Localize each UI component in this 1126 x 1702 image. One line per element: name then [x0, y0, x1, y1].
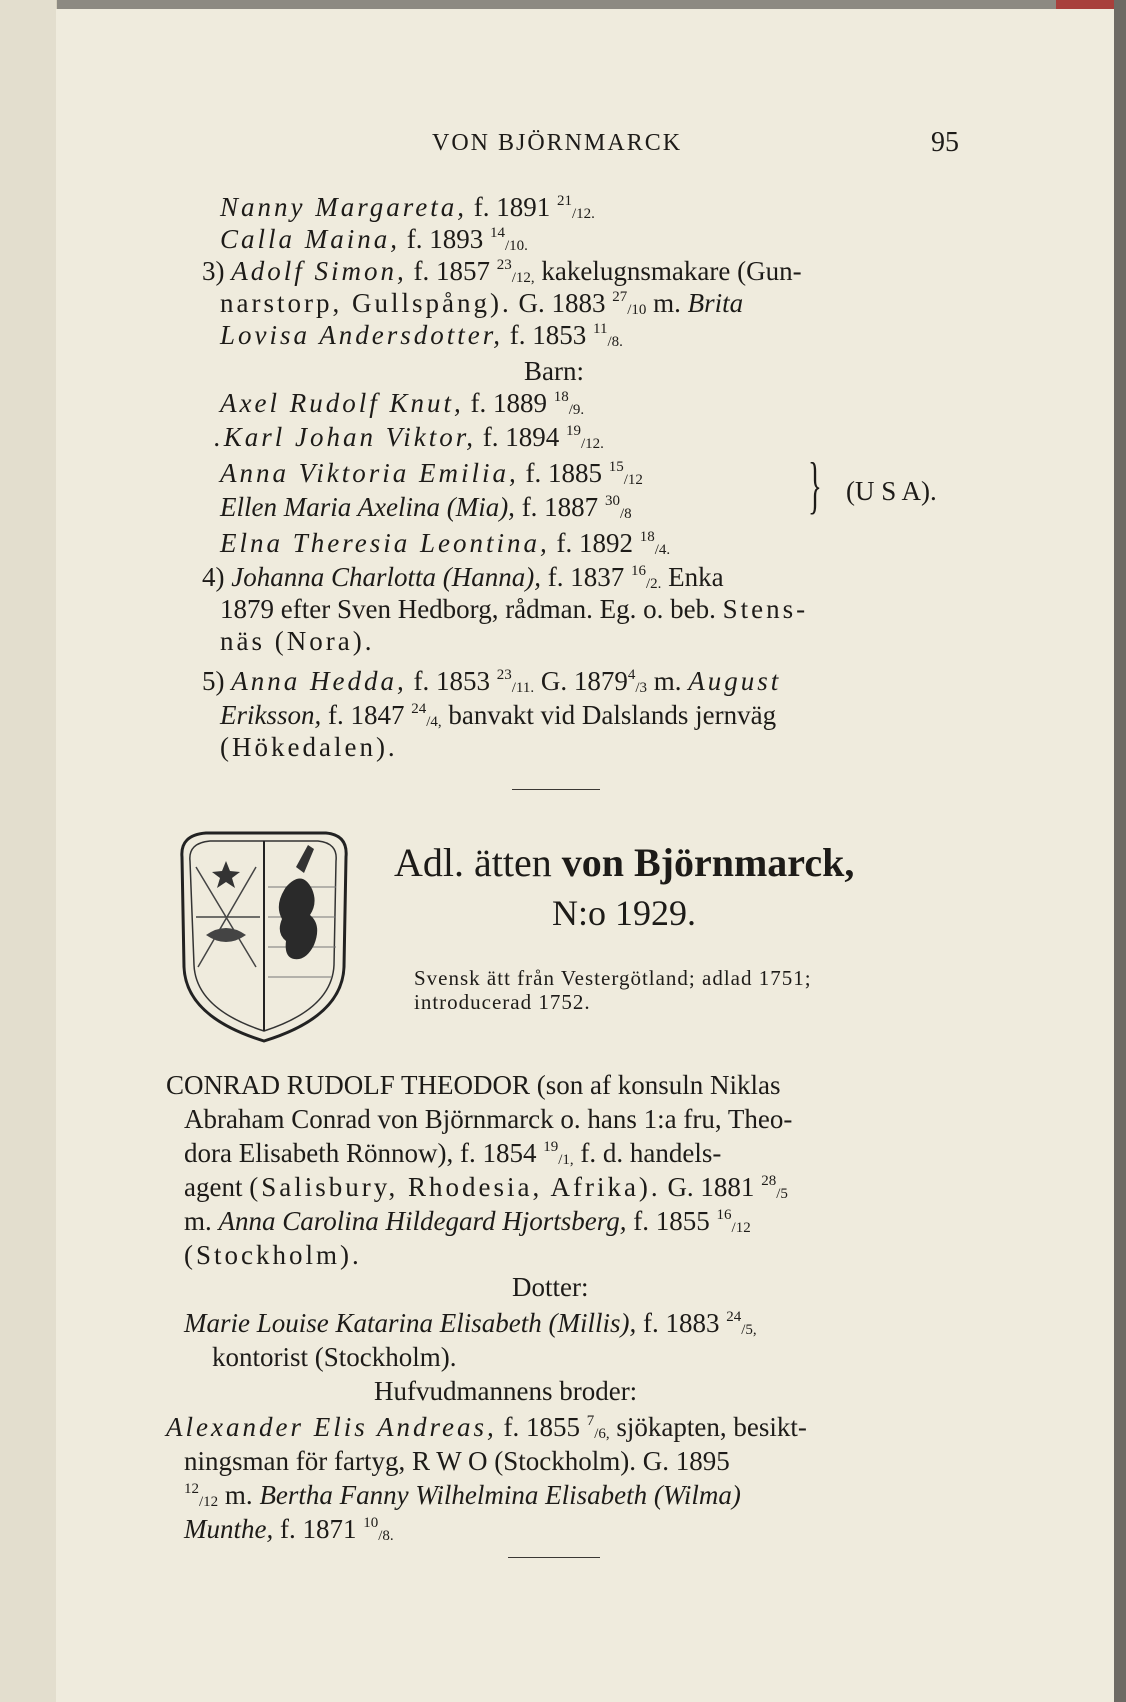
- entry-calla: Calla Maina, f. 1893 $^{14}_{/10.}$: [220, 224, 528, 254]
- broder-line2: ningsman för fartyg, R W O (Stockholm). G. 1895: [184, 1446, 730, 1476]
- bottom-divider: [508, 1557, 600, 1558]
- entry-johanna-line2: 1879 efter Sven Hedborg, rådman. Eg. o. beb. Stens-: [220, 594, 809, 624]
- coat-of-arms: [176, 827, 352, 1047]
- entry-nanny: Nanny Margareta, f. 1891 $^{21}_{/12.}$: [220, 192, 595, 222]
- conrad-line3: dora Elisabeth Rönnow), f. 1854 $^{19}_{/1,}$ f. d. handels-: [184, 1138, 722, 1168]
- entry-adolf-line2: narstorp, Gullspång). G. 1883 $^{27}_{/10}$ m. Brita: [220, 288, 744, 318]
- entry-adolf: 3) Adolf Simon, f. 1857 $^{23}_{/12,}$ kakelugnsmakare (Gun-: [202, 256, 802, 286]
- broder-line1: Alexander Elis Andreas, f. 1855 $^7_{/6,}$ sjökapten, besikt-: [166, 1412, 807, 1442]
- page-gutter: [0, 0, 57, 1702]
- top-edge: [0, 0, 1126, 9]
- conrad-line4: agent (Salisbury, Rhodesia, Afrika). G. 1881 $^{28}_{/5}$: [184, 1172, 788, 1202]
- barn-label: Barn:: [524, 356, 584, 386]
- conrad-line5: m. Anna Carolina Hildegard Hjortsberg, f. 1855 $^{16}_{/12}$: [184, 1206, 751, 1236]
- family-desc-1: Svensk ätt från Vestergötland; adlad 1751;: [414, 966, 812, 990]
- running-title: VON BJÖRNMARCK: [432, 130, 683, 156]
- conrad-line2: Abraham Conrad von Björnmarck o. hans 1:a fru, Theo-: [184, 1104, 793, 1134]
- entry-anna-hedda-line2: Eriksson, f. 1847 $^{24}_{/4,}$ banvakt vid Dalslands jernväg: [220, 700, 777, 730]
- entry-johanna-line3: näs (Nora).: [220, 626, 375, 656]
- dotter-label: Dotter:: [512, 1272, 589, 1302]
- entry-anna-hedda-line3: (Hökedalen).: [220, 732, 398, 762]
- page-number: 95: [931, 127, 959, 158]
- entry-adolf-line3: Lovisa Andersdotter, f. 1853 $^{11}_{/8.}$: [220, 320, 623, 350]
- brace: }: [808, 449, 822, 520]
- child-elna: Elna Theresia Leontina, f. 1892 $^{18}_{/4.}$: [220, 528, 671, 558]
- entry-johanna: 4) Johanna Charlotta (Hanna), f. 1837 $^{16}_{/2.}$ Enka: [202, 562, 724, 592]
- child-anna: Anna Viktoria Emilia, f. 1885 $^{15}_{/12}$: [220, 458, 643, 488]
- broder-line3: $^{12}_{/12}$ m. Bertha Fanny Wilhelmina Elisabeth (Wilma): [184, 1480, 741, 1510]
- section-divider: [512, 789, 600, 790]
- child-karl: .Karl Johan Viktor, f. 1894 $^{19}_{/12.}$: [214, 422, 604, 452]
- dotter-line1: Marie Louise Katarina Elisabeth (Millis), f. 1883 $^{24}_{/5,}$: [184, 1308, 757, 1338]
- right-edge: [1114, 0, 1126, 1702]
- family-number: N:o 1929.: [552, 893, 696, 933]
- dotter-line2: kontorist (Stockholm).: [212, 1342, 457, 1372]
- child-ellen: Ellen Maria Axelina (Mia), f. 1887 $^{30}_{/8}$: [220, 492, 632, 522]
- family-desc-2: introducerad 1752.: [414, 990, 591, 1014]
- broder-label: Hufvudmannens broder:: [374, 1376, 638, 1406]
- broder-line4: Munthe, f. 1871 $^{10}_{/8.}$: [184, 1514, 394, 1544]
- usa-note: (U S A).: [846, 476, 937, 506]
- family-title: Adl. ätten von Björnmarck,: [394, 840, 855, 885]
- conrad-line6: (Stockholm).: [184, 1240, 362, 1270]
- entry-anna-hedda: 5) Anna Hedda, f. 1853 $^{23}_{/11.}$ G. $1879^4_{/3}$ m. August: [202, 666, 782, 696]
- document-page: [56, 9, 1114, 1702]
- child-axel: Axel Rudolf Knut, f. 1889 $^{18}_{/9.}$: [220, 388, 585, 418]
- conrad-line1: CONRAD RUDOLF THEODOR (son af konsuln Niklas: [166, 1070, 781, 1100]
